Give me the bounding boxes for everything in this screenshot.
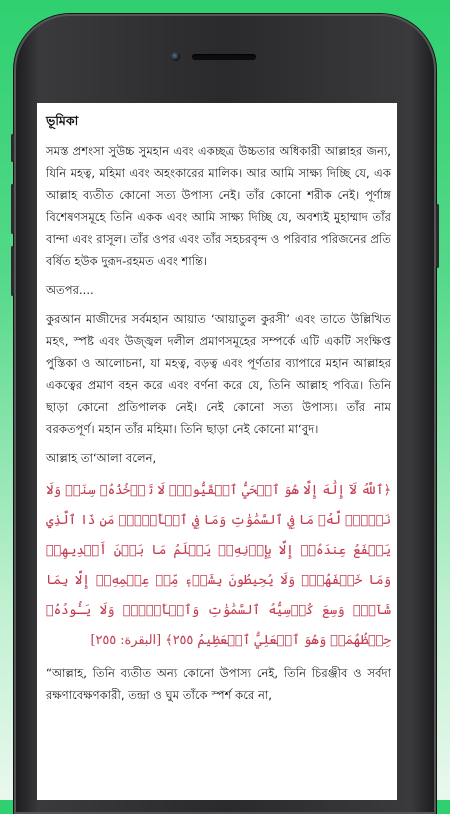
phone-volume-down-button <box>11 246 14 296</box>
quote-intro-paragraph: আল্লাহ তা‘আলা বলেন, <box>46 451 157 465</box>
front-camera-icon <box>171 52 180 61</box>
phone-side-button <box>11 134 14 162</box>
transition-paragraph: অতপর.... <box>46 283 94 297</box>
ayatul-kursi-text: ﴿ٱللَّهُ لَآ إِلَٰهَ إِلَّا هُوَ ٱلۡحَيُّ ٱلۡقَيُّومُۚ لَا تَأۡخُذُهُۥ سِنَةٞ وَلَا نَوۡمٞۚ لَّهُۥ مَا فِي ٱلسَّمَٰوَٰتِ وَمَا فِي ٱلۡأَرۡضِۗ مَن ذَا ٱلَّذِي يَشۡفَعُ عِندَهُۥٓ إِلَّا بِإِذۡنِهِۦۚ يَعۡلَمُ مَا بَيۡنَ أَيۡدِيهِمۡ وَمَا خَلۡفَهُمۡۖ وَلَا يُحِيطُونَ بِشَيۡءٖ مِّنۡ عِلۡمِهِۦٓ إِلَّا بِمَا شَآءَۚ وَسِعَ كُرۡسِيُّهُ ٱلسَّمَٰوَٰتِ وَٱلۡأَرۡضَۖ وَلَا يَـُٔودُهُۥ حِفۡظُهُمَاۚ وَهُوَ ٱلۡعَلِيُّ ٱلۡعَظِيمُ ٢٥٥﴾ <box>46 483 391 648</box>
app-screen[interactable] <box>37 103 397 800</box>
intro-paragraph: সমস্ত প্রশংসা সুউচ্চ সুমহান এবং একচ্ছত্র উচ্চতার অধিকারী আল্লাহর জন্য, যিনি মহত্ব, মহিমা এবং অহংকারের মালিক। আর আমি সাক্ষ্য দিচ্ছি যে, এক আল্লাহ ব্যতীত কোনো সত্য উপাস্য নেই। তাঁর কোনো শরীক নেই। পূর্ণাঙ্গ বিশেষণসমূহে তিনি একক এবং আমি সাক্ষ্য দিচ্ছি যে, অবশ্যই মুহাম্মাদ তাঁর বান্দা এবং রাসূল। তাঁর ওপর এবং তাঁর সহচরবৃন্দ ও পরিবার পরিজনের প্রতি বর্ষিত হউক দুরূদ-রহমত এবং শান্তি। <box>46 144 391 268</box>
translation-paragraph: “আল্লাহ, তিনি ব্যতীত অন্য কোনো উপাস্য নেই, তিনি চিরঞ্জীব ও সর্বদা রক্ষণাবেক্ষণকারী, তন্দ্রা ও ঘুম তাঁকে স্পর্শ করে না, <box>46 666 391 702</box>
page-title: ভূমিকা <box>46 113 79 128</box>
verse-reference: [البقرة: ٢٥٥] <box>90 633 162 648</box>
phone-volume-up-button <box>11 184 14 234</box>
description-paragraph: কুরআন মাজীদের সর্বমহান আয়াত ‘আয়াতুল কুরসী’ এবং তাতে উল্লিখিত মহৎ, স্পষ্ট এবং উজ্জ্বল দলীল প্রমাণসমূহের সম্পর্কে এটি একটি সংক্ষিপ্ত পুস্তিকা ও আলোচনা, যা মহত্ব, বড়ত্ব এবং পূর্ণতার ব্যাপারে মহান আল্লাহর একত্বের প্রমাণ বহন করে এবং বর্ণনা করে যে, তিনি আল্লাহ পবিত্র। তিনি ছাড়া কোনো প্রতিপালক নেই। নেই কোনো সত্য উপাস্য। তাঁর নাম বরকতপূর্ণ। মহান তাঁর মহিমা। তিনি ছাড়া নেই কোনো মা‘বুদ। <box>46 312 391 436</box>
article-content <box>37 103 397 706</box>
phone-power-button <box>436 204 439 268</box>
earpiece-speaker <box>192 54 256 60</box>
quran-verse-arabic <box>46 476 391 656</box>
